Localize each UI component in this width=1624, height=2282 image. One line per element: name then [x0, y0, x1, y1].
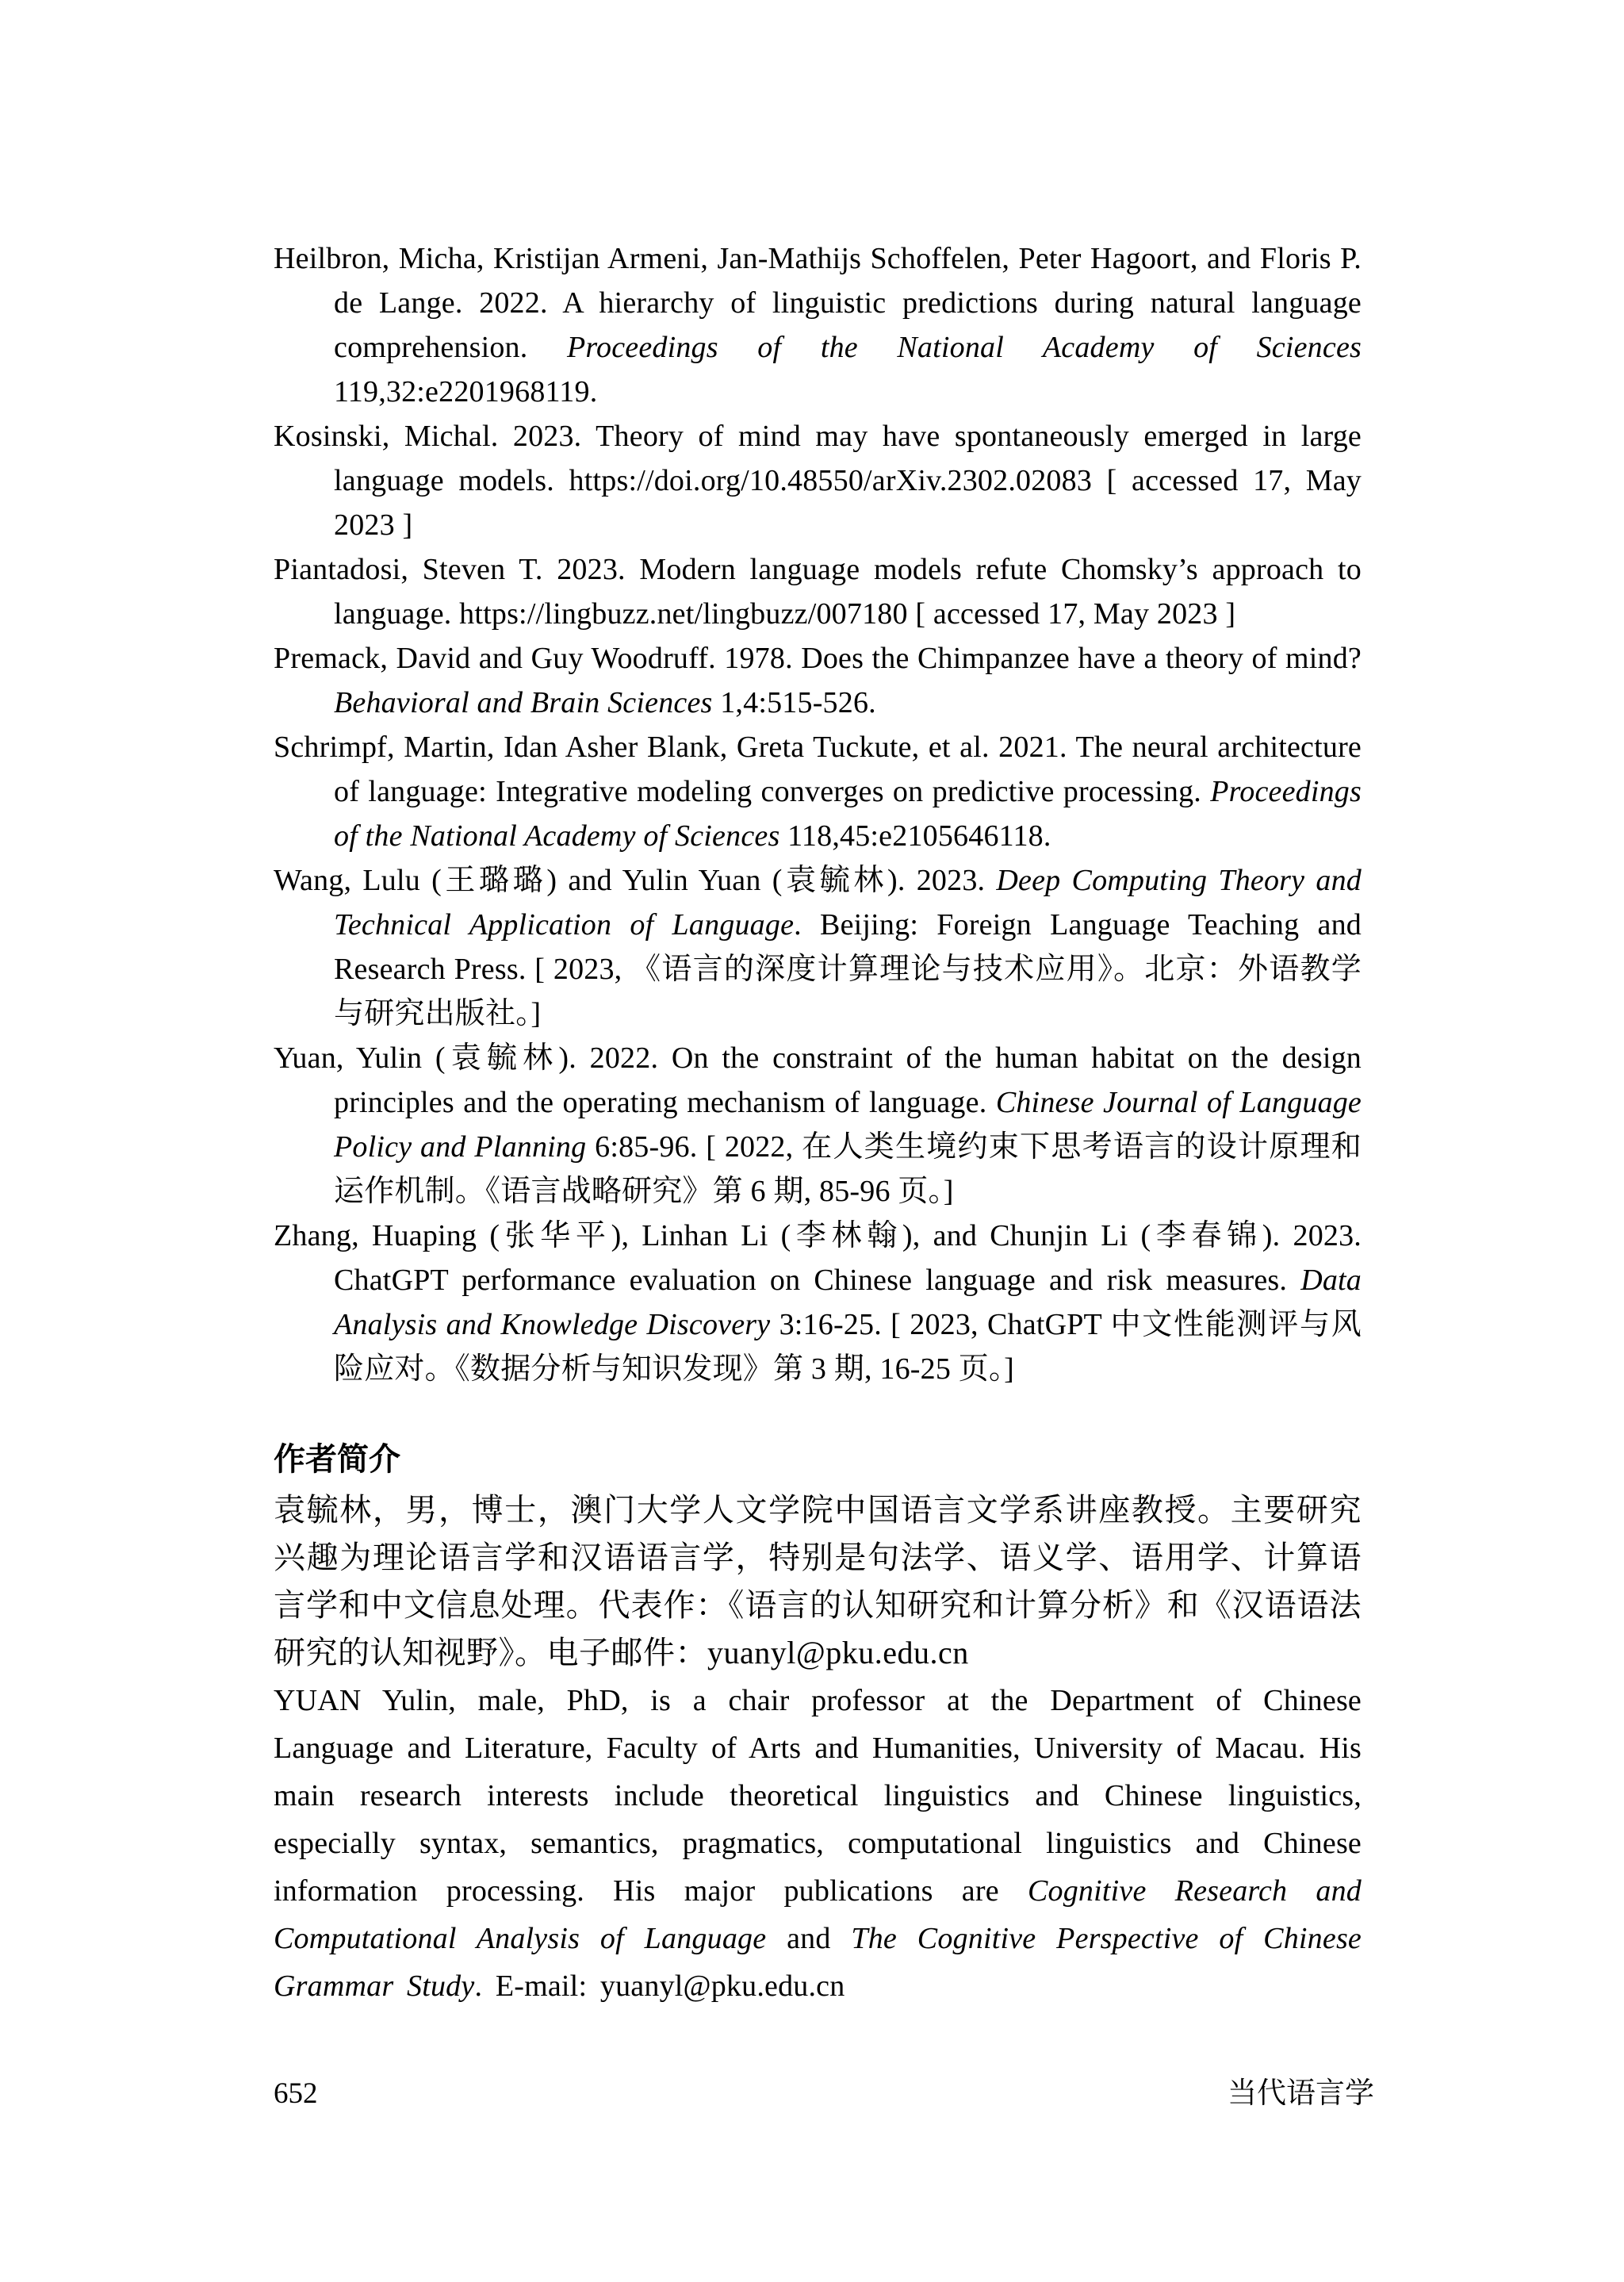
text-segment: Yuan, Yulin (袁毓林). 2022. On the constraint of the human habitat on the design principles and the operating mechanism of language. [274, 1041, 1362, 1119]
reference-entry [274, 1214, 1362, 1391]
italic-title-segment: The Cognitive Perspective of Chinese Grammar Study [274, 1922, 1362, 2003]
text-segment: Schrimpf, Martin, Idan Asher Blank, Greta Tuckute, et al. 2021. The neural architecture of language: Integrative modeling converges on predictive processing. [274, 731, 1362, 808]
reference-entry [274, 547, 1362, 636]
text-segment: . E-mail: yuanyl@pku.edu.cn [474, 1969, 845, 2003]
reference-entry [274, 1036, 1362, 1214]
author-bio-heading: 作者简介 [274, 1442, 400, 1477]
reference-entry [274, 858, 1362, 1036]
text-segment: 1,4:515-526. [712, 686, 876, 719]
text-segment: Wang, Lulu (王璐璐) and Yulin Yuan (袁毓林). 2023. [274, 864, 997, 897]
text-segment: YUAN Yulin, male, PhD, is a chair professor at the Department of Chinese Language and Literature, Faculty of Arts and Humanities, University of Macau. His main research interests include theoretical linguistics and Chinese linguistics, especially syntax, semantics, pragmatics, computational linguistics and Chinese information processing. His major publications are [274, 1684, 1362, 1908]
italic-title-segment: Chinese Journal of Language Policy and Planning [334, 1086, 1362, 1164]
author-bio-english [274, 1677, 1362, 2010]
references-list [274, 236, 1362, 1391]
page-number: 652 [274, 2077, 318, 2110]
text-segment: Kosinski, Michal. 2023. Theory of mind may have spontaneously emerged in large language models. https://doi.org/10.48550/arXiv.2302.02083 [ accessed 17, May 2023 ] [274, 420, 1362, 542]
italic-title-segment: Proceedings of the National Academy of Sciences [567, 331, 1362, 364]
text-segment: Heilbron, Micha, Kristijan Armeni, Jan-Mathijs Schoffelen, Peter Hagoort, and Floris P. de Lange. 2022. A hierarchy of linguistic predictions during natural language comprehension. [274, 242, 1362, 364]
page-content [274, 236, 1362, 2010]
text-segment: . Beijing: Foreign Language Teaching and Research Press. [ 2023, 《语言的深度计算理论与技术应用》。北京：外语教学与研究出版社。] [334, 908, 1362, 1030]
text-segment: 118,45:e2105646118. [779, 819, 1051, 853]
reference-entry [274, 236, 1362, 414]
author-bio-chinese: 袁毓林，男，博士，澳门大学人文学院中国语言文学系讲座教授。主要研究兴趣为理论语言学和汉语语言学，特别是句法学、语义学、语用学、计算语言学和中文信息处理。代表作：《语言的认知研究和计算分析》和《汉语语法研究的认知视野》。电子邮件：yuanyl@pku.edu.cn [274, 1492, 1362, 1670]
page-footer [274, 2072, 1374, 2116]
reference-entry [274, 725, 1362, 858]
text-segment: and [766, 1922, 852, 1955]
reference-entry [274, 636, 1362, 725]
reference-entry [274, 414, 1362, 547]
text-segment: 6:85-96. [ 2022, 在人类生境约束下思考语言的设计原理和运作机制。《语言战略研究》第 6 期, 85-96 页。] [334, 1130, 1362, 1208]
author-bio-section [274, 1437, 1362, 2010]
italic-title-segment: Deep Computing Theory and Technical Application of Language [334, 864, 1362, 942]
text-segment: 119,32:e2201968119. [334, 375, 598, 408]
italic-title-segment: Behavioral and Brain Sciences [334, 686, 713, 719]
text-segment: 3:16-25. [ 2023, ChatGPT 中文性能测评与风险应对。《数据分析与知识发现》第 3 期, 16-25 页。] [334, 1308, 1362, 1386]
text-segment: Piantadosi, Steven T. 2023. Modern language models refute Chomsky’s approach to language. https://lingbuzz.net/lingbuzz/007180 [ accessed 17, May 2023 ] [274, 553, 1362, 631]
text-segment: Premack, David and Guy Woodruff. 1978. Does the Chimpanzee have a theory of mind? [274, 642, 1362, 675]
text-segment: Zhang, Huaping (张华平), Linhan Li (李林翰), and Chunjin Li (李春锦). 2023. ChatGPT performance evaluation on Chinese language and risk measures. [274, 1219, 1362, 1297]
journal-name: 当代语言学 [1228, 2077, 1374, 2110]
italic-title-segment: Data Analysis and Knowledge Discovery [334, 1264, 1362, 1341]
italic-title-segment: Proceedings of the National Academy of Sciences [334, 775, 1362, 853]
italic-title-segment: Cognitive Research and Computational Analysis of Language [274, 1874, 1362, 1955]
